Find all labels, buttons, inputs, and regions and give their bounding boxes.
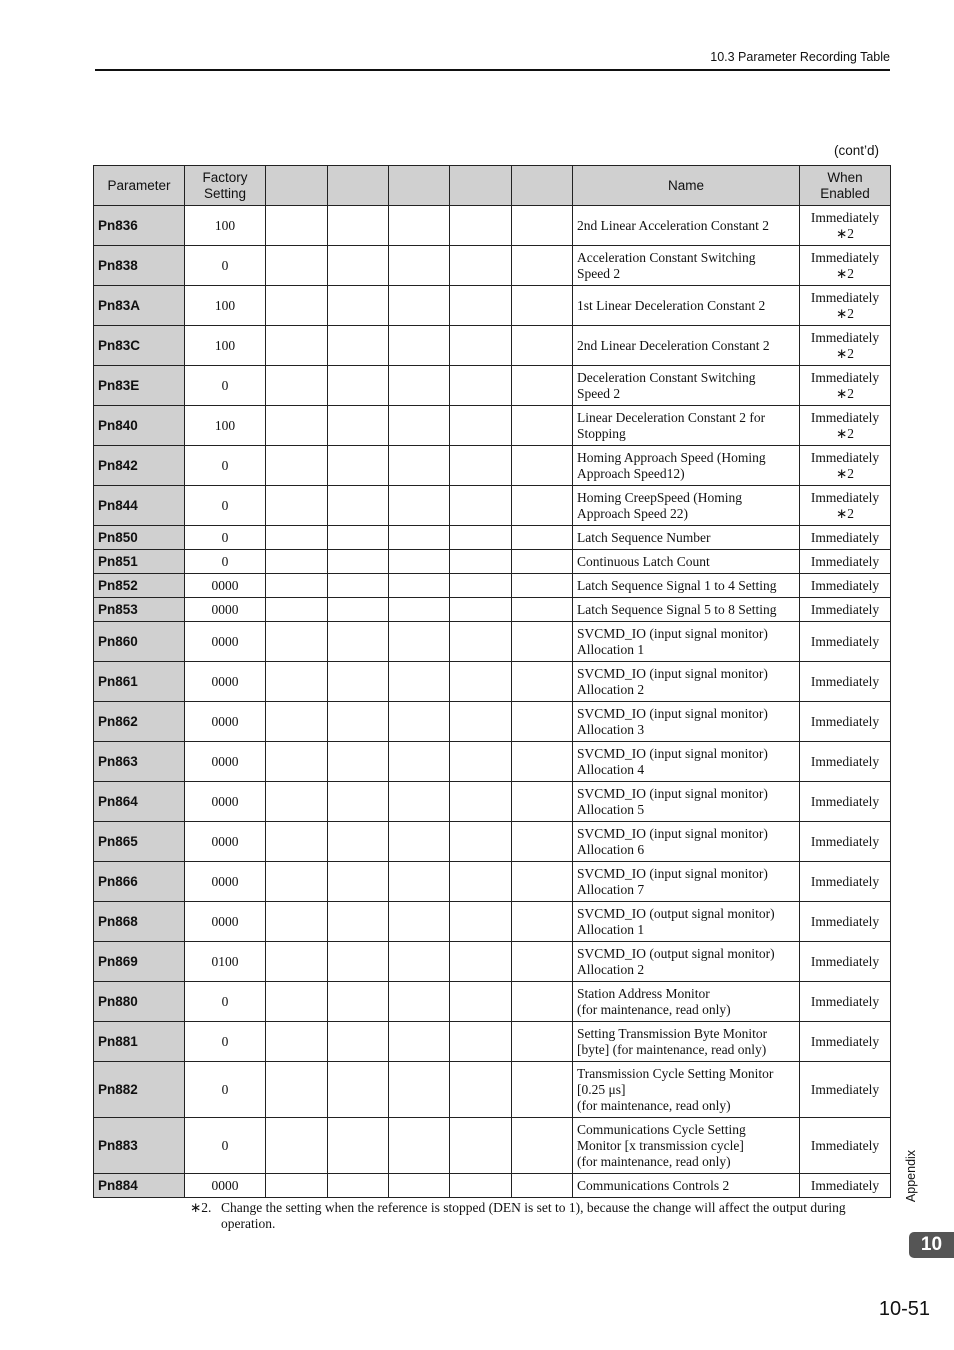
record-cell xyxy=(450,902,512,942)
record-cell xyxy=(512,662,573,702)
table-row xyxy=(94,486,891,526)
record-cell xyxy=(328,550,389,574)
record-cell xyxy=(512,822,573,862)
record-cell xyxy=(328,574,389,598)
when-enabled-cell: Immediately ∗2 xyxy=(800,446,891,486)
table-row xyxy=(94,742,891,782)
record-cell xyxy=(512,246,573,286)
record-cell xyxy=(389,782,450,822)
record-cell xyxy=(328,406,389,446)
record-cell xyxy=(328,446,389,486)
record-cell xyxy=(512,622,573,662)
table-row xyxy=(94,550,891,574)
record-cell xyxy=(512,286,573,326)
record-cell xyxy=(328,286,389,326)
record-cell xyxy=(328,862,389,902)
record-cell xyxy=(328,662,389,702)
col-header-factory-setting: Factory Setting xyxy=(185,166,266,206)
factory-setting-cell: 100 xyxy=(185,406,266,446)
record-cell xyxy=(266,486,328,526)
record-cell xyxy=(266,622,328,662)
factory-setting-cell: 0000 xyxy=(185,574,266,598)
when-enabled-cell: Immediately xyxy=(800,742,891,782)
parameter-cell: Pn865 xyxy=(94,822,185,862)
parameter-cell: Pn853 xyxy=(94,598,185,622)
record-cell xyxy=(450,1062,512,1118)
parameter-cell: Pn880 xyxy=(94,982,185,1022)
name-cell: Latch Sequence Signal 5 to 8 Setting xyxy=(573,598,800,622)
record-cell xyxy=(266,902,328,942)
table-row xyxy=(94,446,891,486)
record-cell xyxy=(266,286,328,326)
record-cell xyxy=(512,862,573,902)
when-enabled-cell: Immediately xyxy=(800,702,891,742)
when-enabled-cell: Immediately xyxy=(800,822,891,862)
record-cell xyxy=(450,662,512,702)
record-cell xyxy=(266,1174,328,1198)
record-cell xyxy=(266,982,328,1022)
footnote-text: Change the setting when the reference is stopped (DEN is set to 1), because the change will affect the output during operation. xyxy=(221,1200,846,1231)
name-cell: Linear Deceleration Constant 2 for Stopping xyxy=(573,406,800,446)
record-cell xyxy=(328,1174,389,1198)
record-cell xyxy=(389,486,450,526)
factory-setting-cell: 0 xyxy=(185,1118,266,1174)
name-cell: Communications Controls 2 xyxy=(573,1174,800,1198)
record-cell xyxy=(328,326,389,366)
parameter-cell: Pn868 xyxy=(94,902,185,942)
name-cell: SVCMD_IO (input signal monitor) Allocation 7 xyxy=(573,862,800,902)
record-cell xyxy=(512,326,573,366)
record-cell xyxy=(266,1022,328,1062)
name-cell: Latch Sequence Signal 1 to 4 Setting xyxy=(573,574,800,598)
record-cell xyxy=(328,1022,389,1062)
record-cell xyxy=(450,1118,512,1174)
record-cell xyxy=(328,822,389,862)
record-cell xyxy=(450,326,512,366)
when-enabled-cell: Immediately xyxy=(800,526,891,550)
when-enabled-cell: Immediately xyxy=(800,1118,891,1174)
table-row xyxy=(94,526,891,550)
factory-setting-cell: 100 xyxy=(185,286,266,326)
factory-setting-cell: 0 xyxy=(185,526,266,550)
record-cell xyxy=(450,286,512,326)
col-header-when-enabled: When Enabled xyxy=(800,166,891,206)
record-cell xyxy=(512,982,573,1022)
record-cell xyxy=(450,942,512,982)
when-enabled-cell: Immediately ∗2 xyxy=(800,366,891,406)
table-row xyxy=(94,574,891,598)
record-cell xyxy=(389,1022,450,1062)
record-cell xyxy=(512,782,573,822)
record-cell xyxy=(512,366,573,406)
record-cell xyxy=(389,446,450,486)
record-cell xyxy=(328,902,389,942)
record-cell xyxy=(389,326,450,366)
col-header-record-5 xyxy=(512,166,573,206)
record-cell xyxy=(266,782,328,822)
record-cell xyxy=(512,526,573,550)
record-cell xyxy=(512,1174,573,1198)
table-row xyxy=(94,1062,891,1118)
record-cell xyxy=(389,622,450,662)
record-cell xyxy=(328,782,389,822)
name-cell: SVCMD_IO (input signal monitor) Allocation 6 xyxy=(573,822,800,862)
table-row xyxy=(94,366,891,406)
when-enabled-cell: Immediately ∗2 xyxy=(800,406,891,446)
record-cell xyxy=(512,702,573,742)
parameter-cell: Pn83E xyxy=(94,366,185,406)
record-cell xyxy=(389,702,450,742)
factory-setting-cell: 0000 xyxy=(185,902,266,942)
table-row xyxy=(94,862,891,902)
name-cell: 2nd Linear Acceleration Constant 2 xyxy=(573,206,800,246)
record-cell xyxy=(450,1174,512,1198)
parameter-cell: Pn860 xyxy=(94,622,185,662)
record-cell xyxy=(389,574,450,598)
record-cell xyxy=(512,598,573,622)
record-cell xyxy=(450,486,512,526)
when-enabled-cell: Immediately xyxy=(800,942,891,982)
record-cell xyxy=(512,742,573,782)
record-cell xyxy=(512,406,573,446)
record-cell xyxy=(328,1062,389,1118)
table-row xyxy=(94,982,891,1022)
footnote xyxy=(190,1200,890,1232)
when-enabled-cell: Immediately xyxy=(800,782,891,822)
name-cell: SVCMD_IO (input signal monitor) Allocation 1 xyxy=(573,622,800,662)
name-cell: Communications Cycle Setting Monitor [x transmission cycle] (for maintenance, read only) xyxy=(573,1118,800,1174)
parameter-cell: Pn844 xyxy=(94,486,185,526)
record-cell xyxy=(389,406,450,446)
record-cell xyxy=(389,902,450,942)
when-enabled-cell: Immediately xyxy=(800,550,891,574)
table-row xyxy=(94,406,891,446)
name-cell: SVCMD_IO (output signal monitor) Allocation 1 xyxy=(573,902,800,942)
record-cell xyxy=(450,622,512,662)
when-enabled-cell: Immediately xyxy=(800,598,891,622)
record-cell xyxy=(512,1062,573,1118)
name-cell: Station Address Monitor (for maintenance, read only) xyxy=(573,982,800,1022)
when-enabled-cell: Immediately ∗2 xyxy=(800,326,891,366)
table-row xyxy=(94,902,891,942)
record-cell xyxy=(328,598,389,622)
name-cell: SVCMD_IO (output signal monitor) Allocation 2 xyxy=(573,942,800,982)
record-cell xyxy=(389,742,450,782)
record-cell xyxy=(450,822,512,862)
parameter-cell: Pn884 xyxy=(94,1174,185,1198)
col-header-record-1 xyxy=(266,166,328,206)
when-enabled-cell: Immediately xyxy=(800,1062,891,1118)
record-cell xyxy=(266,742,328,782)
record-cell xyxy=(389,1062,450,1118)
when-enabled-cell: Immediately ∗2 xyxy=(800,286,891,326)
factory-setting-cell: 0 xyxy=(185,1062,266,1118)
when-enabled-cell: Immediately xyxy=(800,1022,891,1062)
name-cell: 1st Linear Deceleration Constant 2 xyxy=(573,286,800,326)
record-cell xyxy=(266,406,328,446)
factory-setting-cell: 0 xyxy=(185,550,266,574)
record-cell xyxy=(266,662,328,702)
record-cell xyxy=(328,486,389,526)
record-cell xyxy=(266,446,328,486)
record-cell xyxy=(450,702,512,742)
record-cell xyxy=(266,246,328,286)
factory-setting-cell: 0 xyxy=(185,366,266,406)
table-row xyxy=(94,1174,891,1198)
record-cell xyxy=(512,206,573,246)
contd-label: (cont’d) xyxy=(834,143,880,158)
record-cell xyxy=(266,1118,328,1174)
name-cell: Setting Transmission Byte Monitor [byte] (for maintenance, read only) xyxy=(573,1022,800,1062)
factory-setting-cell: 0 xyxy=(185,486,266,526)
record-cell xyxy=(450,574,512,598)
record-cell xyxy=(389,1118,450,1174)
table-row xyxy=(94,598,891,622)
record-cell xyxy=(389,206,450,246)
record-cell xyxy=(389,1174,450,1198)
parameter-cell: Pn882 xyxy=(94,1062,185,1118)
factory-setting-cell: 0 xyxy=(185,982,266,1022)
record-cell xyxy=(389,942,450,982)
name-cell: Acceleration Constant Switching Speed 2 xyxy=(573,246,800,286)
record-cell xyxy=(512,902,573,942)
parameter-cell: Pn864 xyxy=(94,782,185,822)
record-cell xyxy=(512,1022,573,1062)
table-body xyxy=(94,206,891,1198)
record-cell xyxy=(389,246,450,286)
col-header-record-3 xyxy=(389,166,450,206)
factory-setting-cell: 0 xyxy=(185,1022,266,1062)
parameter-cell: Pn840 xyxy=(94,406,185,446)
name-cell: Deceleration Constant Switching Speed 2 xyxy=(573,366,800,406)
record-cell xyxy=(389,526,450,550)
table-row xyxy=(94,286,891,326)
name-cell: SVCMD_IO (input signal monitor) Allocation 4 xyxy=(573,742,800,782)
name-cell: SVCMD_IO (input signal monitor) Allocation 2 xyxy=(573,662,800,702)
record-cell xyxy=(450,1022,512,1062)
record-cell xyxy=(266,574,328,598)
when-enabled-cell: Immediately xyxy=(800,662,891,702)
record-cell xyxy=(266,526,328,550)
factory-setting-cell: 100 xyxy=(185,326,266,366)
table-row xyxy=(94,326,891,366)
record-cell xyxy=(450,598,512,622)
factory-setting-cell: 0000 xyxy=(185,598,266,622)
footnote-mark: ∗2. xyxy=(190,1200,212,1215)
record-cell xyxy=(266,1062,328,1118)
record-cell xyxy=(389,822,450,862)
table-row xyxy=(94,782,891,822)
table-row xyxy=(94,206,891,246)
side-label xyxy=(902,1146,920,1206)
record-cell xyxy=(450,550,512,574)
factory-setting-cell: 100 xyxy=(185,206,266,246)
record-cell xyxy=(328,982,389,1022)
table-row xyxy=(94,246,891,286)
parameter-cell: Pn842 xyxy=(94,446,185,486)
factory-setting-cell: 0 xyxy=(185,446,266,486)
record-cell xyxy=(328,206,389,246)
record-cell xyxy=(328,366,389,406)
record-cell xyxy=(450,982,512,1022)
record-cell xyxy=(389,550,450,574)
record-cell xyxy=(389,862,450,902)
name-cell: Continuous Latch Count xyxy=(573,550,800,574)
factory-setting-cell: 0000 xyxy=(185,662,266,702)
when-enabled-cell: Immediately xyxy=(800,1174,891,1198)
parameter-cell: Pn83C xyxy=(94,326,185,366)
record-cell xyxy=(266,822,328,862)
record-cell xyxy=(389,662,450,702)
record-cell xyxy=(266,598,328,622)
name-cell: Homing Approach Speed (Homing Approach Speed12) xyxy=(573,446,800,486)
parameter-cell: Pn850 xyxy=(94,526,185,550)
factory-setting-cell: 0000 xyxy=(185,822,266,862)
parameter-cell: Pn836 xyxy=(94,206,185,246)
table-row xyxy=(94,622,891,662)
parameter-cell: Pn852 xyxy=(94,574,185,598)
record-cell xyxy=(266,942,328,982)
name-cell: 2nd Linear Deceleration Constant 2 xyxy=(573,326,800,366)
parameter-cell: Pn83A xyxy=(94,286,185,326)
record-cell xyxy=(450,366,512,406)
record-cell xyxy=(328,702,389,742)
factory-setting-cell: 0000 xyxy=(185,702,266,742)
record-cell xyxy=(328,1118,389,1174)
when-enabled-cell: Immediately xyxy=(800,902,891,942)
factory-setting-cell: 0000 xyxy=(185,862,266,902)
record-cell xyxy=(389,366,450,406)
record-cell xyxy=(450,206,512,246)
record-cell xyxy=(328,246,389,286)
chapter-tab: 10 xyxy=(909,1232,954,1258)
name-cell: SVCMD_IO (input signal monitor) Allocation 5 xyxy=(573,782,800,822)
when-enabled-cell: Immediately ∗2 xyxy=(800,246,891,286)
table-row xyxy=(94,1022,891,1062)
name-cell: Transmission Cycle Setting Monitor [0.25 μs] (for maintenance, read only) xyxy=(573,1062,800,1118)
record-cell xyxy=(266,206,328,246)
table-row xyxy=(94,942,891,982)
side-label-text: Appendix xyxy=(904,1149,918,1203)
record-cell xyxy=(450,742,512,782)
record-cell xyxy=(450,526,512,550)
when-enabled-cell: Immediately ∗2 xyxy=(800,206,891,246)
table-row xyxy=(94,702,891,742)
record-cell xyxy=(512,486,573,526)
record-cell xyxy=(512,574,573,598)
when-enabled-cell: Immediately xyxy=(800,574,891,598)
parameter-cell: Pn883 xyxy=(94,1118,185,1174)
record-cell xyxy=(512,550,573,574)
record-cell xyxy=(512,942,573,982)
record-cell xyxy=(266,366,328,406)
parameter-cell: Pn851 xyxy=(94,550,185,574)
when-enabled-cell: Immediately xyxy=(800,862,891,902)
name-cell: SVCMD_IO (input signal monitor) Allocation 3 xyxy=(573,702,800,742)
table-row xyxy=(94,1118,891,1174)
table-row xyxy=(94,822,891,862)
record-cell xyxy=(389,286,450,326)
when-enabled-cell: Immediately ∗2 xyxy=(800,486,891,526)
parameter-cell: Pn862 xyxy=(94,702,185,742)
record-cell xyxy=(450,446,512,486)
when-enabled-cell: Immediately xyxy=(800,622,891,662)
factory-setting-cell: 0000 xyxy=(185,1174,266,1198)
record-cell xyxy=(512,446,573,486)
factory-setting-cell: 0000 xyxy=(185,782,266,822)
col-header-record-4 xyxy=(450,166,512,206)
name-cell: Latch Sequence Number xyxy=(573,526,800,550)
parameter-cell: Pn863 xyxy=(94,742,185,782)
name-cell: Homing CreepSpeed (Homing Approach Speed 22) xyxy=(573,486,800,526)
record-cell xyxy=(450,782,512,822)
record-cell xyxy=(266,862,328,902)
header-rule xyxy=(95,69,890,71)
col-header-record-2 xyxy=(328,166,389,206)
record-cell xyxy=(266,702,328,742)
factory-setting-cell: 0100 xyxy=(185,942,266,982)
table-row xyxy=(94,662,891,702)
parameter-table xyxy=(93,165,891,1198)
factory-setting-cell: 0000 xyxy=(185,622,266,662)
record-cell xyxy=(328,526,389,550)
record-cell xyxy=(450,246,512,286)
parameter-cell: Pn838 xyxy=(94,246,185,286)
when-enabled-cell: Immediately xyxy=(800,982,891,1022)
record-cell xyxy=(389,982,450,1022)
record-cell xyxy=(450,862,512,902)
record-cell xyxy=(389,598,450,622)
record-cell xyxy=(328,942,389,982)
record-cell xyxy=(328,622,389,662)
parameter-cell: Pn866 xyxy=(94,862,185,902)
header-section-title: 10.3 Parameter Recording Table xyxy=(710,50,890,64)
col-header-name: Name xyxy=(573,166,800,206)
parameter-cell: Pn881 xyxy=(94,1022,185,1062)
parameter-cell: Pn861 xyxy=(94,662,185,702)
col-header-parameter: Parameter xyxy=(94,166,185,206)
parameter-cell: Pn869 xyxy=(94,942,185,982)
factory-setting-cell: 0000 xyxy=(185,742,266,782)
factory-setting-cell: 0 xyxy=(185,246,266,286)
page-number: 10-51 xyxy=(878,1298,930,1320)
record-cell xyxy=(266,550,328,574)
record-cell xyxy=(450,406,512,446)
record-cell xyxy=(266,326,328,366)
record-cell xyxy=(512,1118,573,1174)
record-cell xyxy=(328,742,389,782)
